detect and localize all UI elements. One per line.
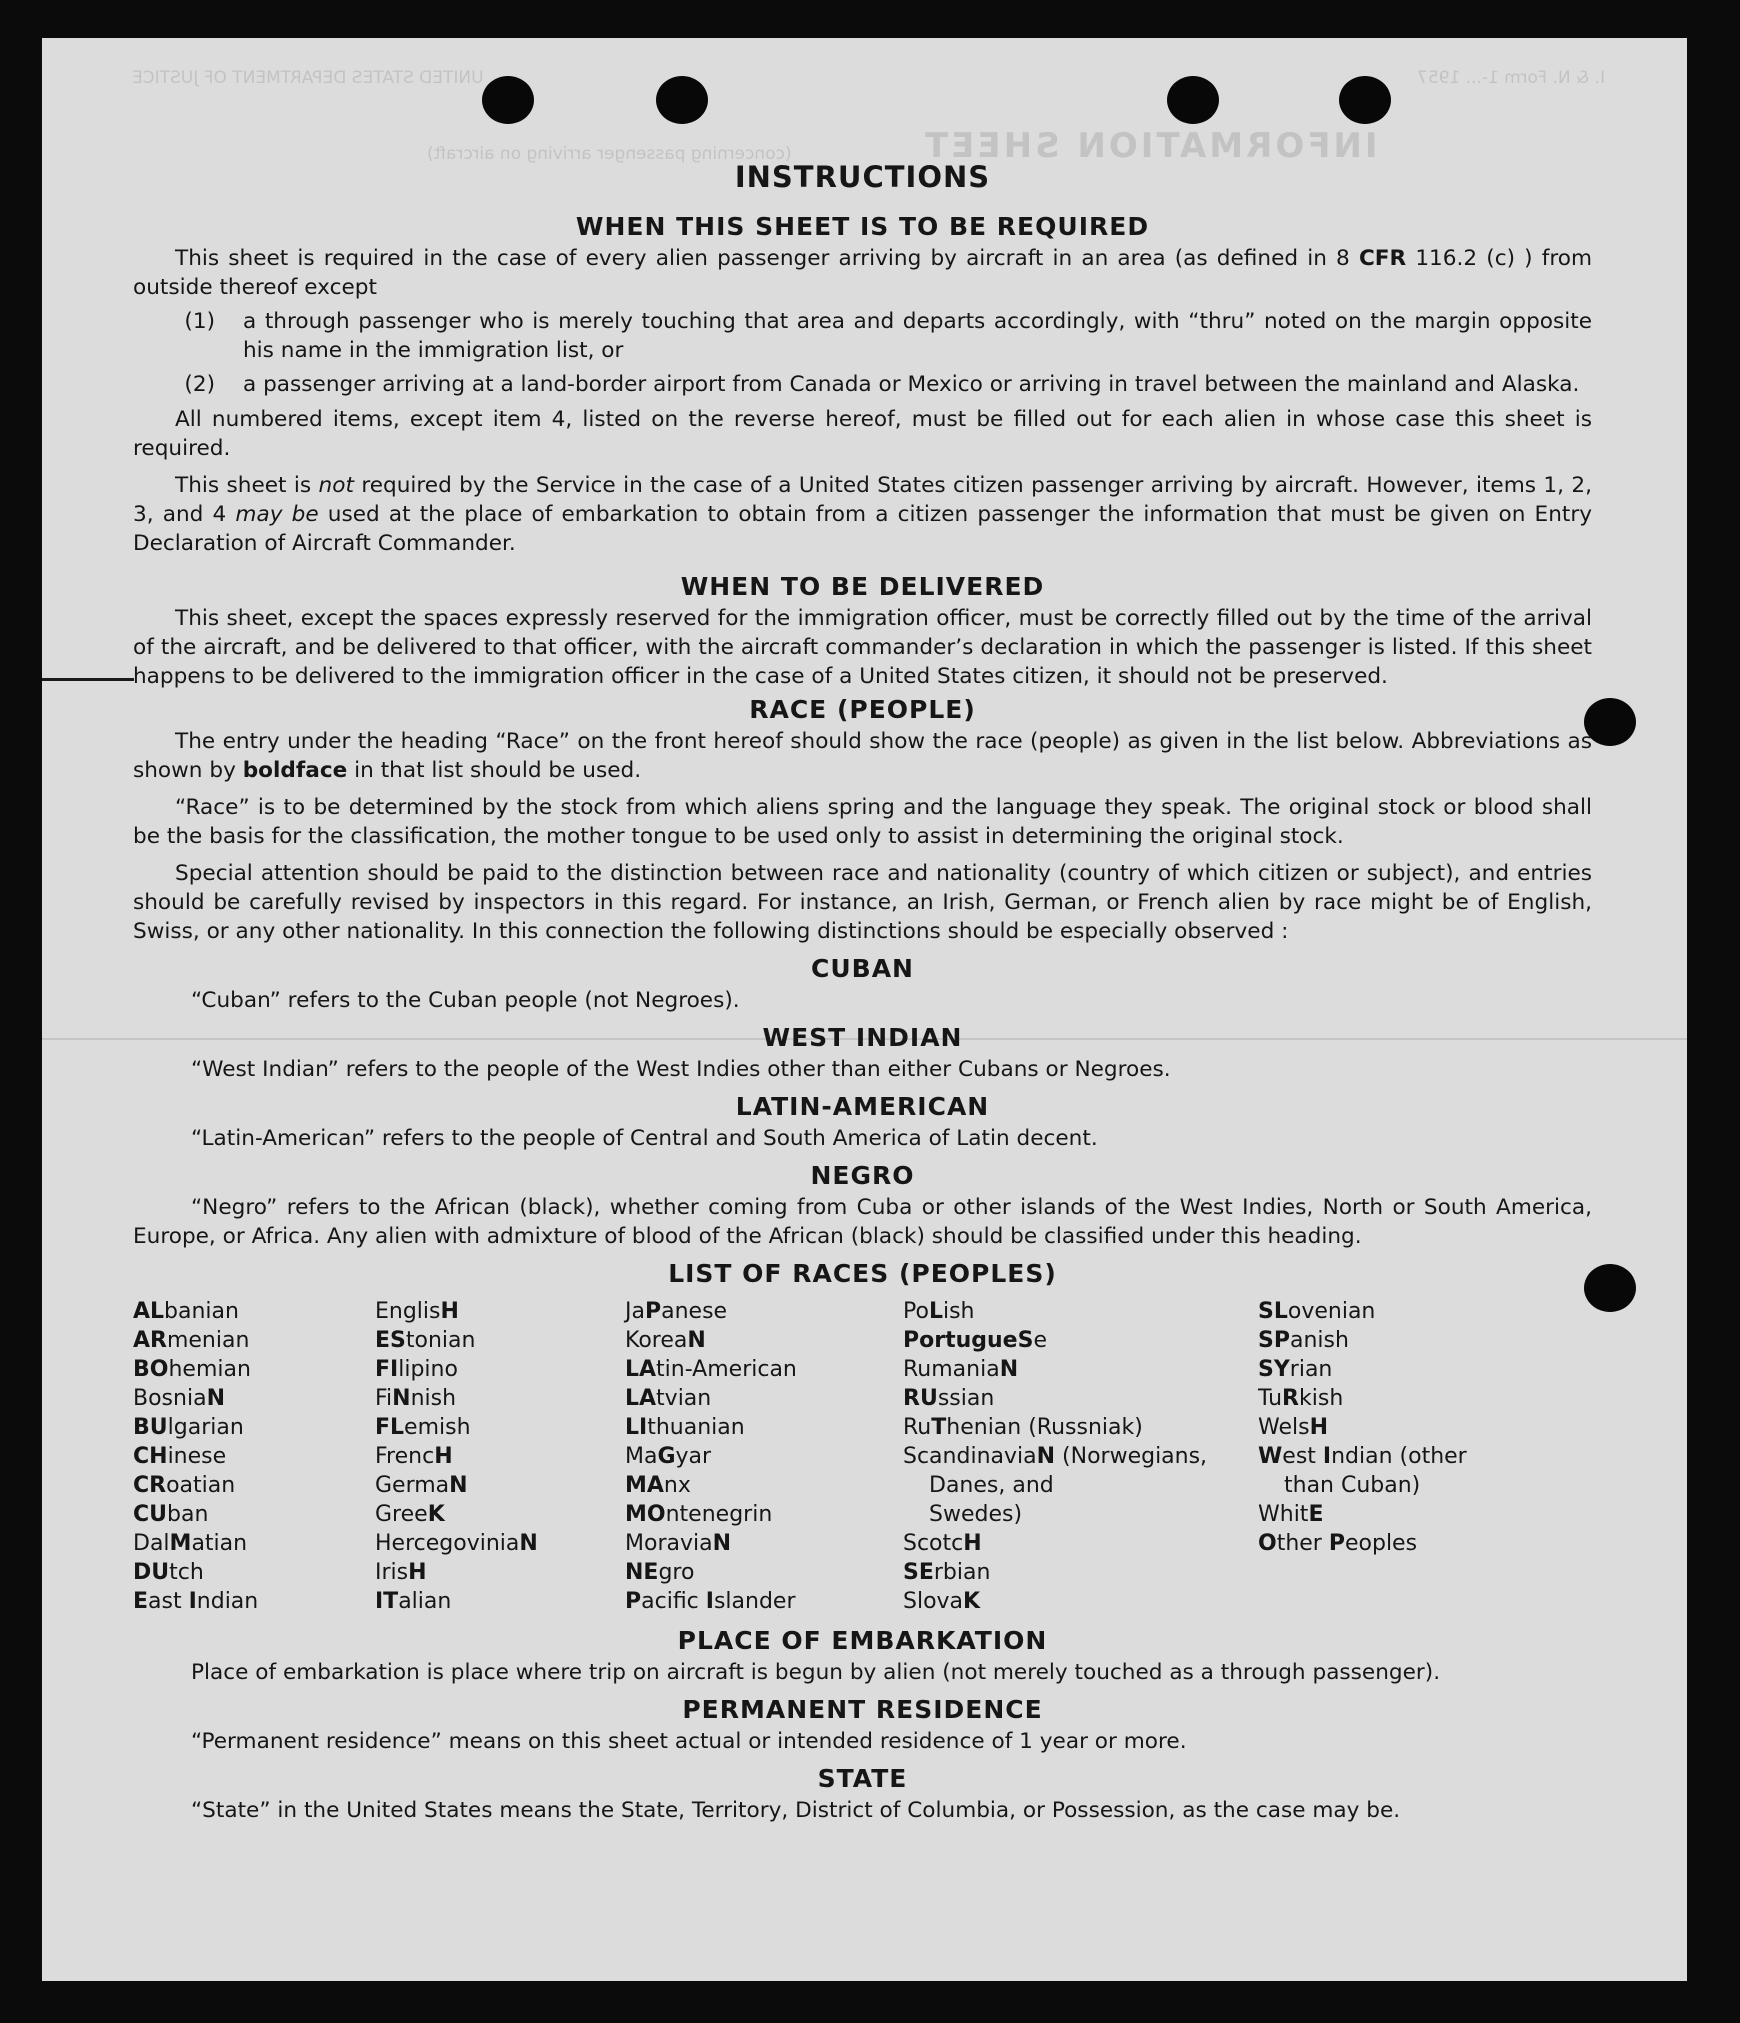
race-entry: East Indian <box>133 1589 259 1614</box>
race-entry: BOhemian <box>133 1357 251 1382</box>
race-entry-continuation: Swedes) <box>929 1502 1023 1527</box>
section-race <box>133 693 1592 946</box>
race-entry: CHinese <box>133 1444 227 1469</box>
race-entry: RUssian <box>903 1386 995 1411</box>
section-place-of-embarkation <box>133 1624 1592 1687</box>
section-heading: PERMANENT RESIDENCE <box>682 1695 1043 1724</box>
race-entry: ScandinaviaN (Norwegians, <box>903 1444 1208 1469</box>
race-entry: Other Peoples <box>1258 1531 1418 1556</box>
ghost-header-left: UNITED STATES DEPARTMENT OF JUSTICE <box>132 68 484 88</box>
race-entry: SPanish <box>1258 1328 1349 1353</box>
race-entry: MAnx <box>625 1473 691 1498</box>
list-item: (2) a passenger arriving at a land-border airport from Canada or Mexico or arriving in travel between the mainland and Alaska. <box>184 372 1580 397</box>
section-when-required <box>133 210 1592 558</box>
race-entry: EnglisH <box>375 1299 459 1324</box>
section-heading: LATIN-AMERICAN <box>735 1092 990 1121</box>
section-state <box>133 1762 1592 1825</box>
race-entry: MOntenegrin <box>625 1502 773 1527</box>
race-entry: ALbanian <box>133 1299 239 1324</box>
paragraph: This sheet, except the spaces expressly reserved for the immigration officer, must be correctly filled out by the time of the arrival of the aircraft, and be delivered to that officer, with the aircraft commander’s declaration in which the passenger is listed. If this sheet happens to be delivered to the immigration officer in the case of a United States citizen, it should not be preserved. <box>133 606 1592 689</box>
section-heading: WHEN THIS SHEET IS TO BE REQUIRED <box>575 212 1150 241</box>
race-entry: FIlipino <box>375 1357 458 1382</box>
paragraph: Special attention should be paid to the distinction between race and nationality (country of which citizen or subject), and entries should be carefully revised by inspectors in this regard. For instance, an Irish, German, or French alien by race might be of English, Swiss, or any other nationality. In this connection the following distinctions should be especially observed : <box>133 861 1592 944</box>
race-entry: LIthuanian <box>625 1415 745 1440</box>
race-entry: BosniaN <box>133 1386 225 1411</box>
section-heading: CUBAN <box>811 954 914 983</box>
race-entry: NEgro <box>625 1560 695 1585</box>
punch-hole <box>1167 76 1219 124</box>
race-entry: DUtch <box>133 1560 204 1585</box>
race-entry: WhitE <box>1258 1502 1324 1527</box>
race-entry: SlovaK <box>903 1589 981 1614</box>
ghost-header-right: I. & N. Form 1-... 1957 <box>1417 68 1606 88</box>
paragraph: “State” in the United States means the State, Territory, District of Columbia, or Possession, as the case may be. <box>191 1798 1401 1823</box>
race-entry: Pacific Islander <box>625 1589 796 1614</box>
punch-hole <box>656 76 708 124</box>
race-entry: West Indian (other <box>1258 1444 1467 1469</box>
race-column <box>1258 1297 1558 1616</box>
exception-list <box>133 307 1592 399</box>
section-list-of-races <box>133 1257 1592 1616</box>
race-entry: CUban <box>133 1502 209 1527</box>
ghost-watermark-subtitle: (concerning passenger arriving on aircraft) <box>427 144 792 164</box>
paragraph: “Latin-American” refers to the people of Central and South America of Latin decent. <box>191 1126 1098 1151</box>
punch-hole <box>1339 76 1391 124</box>
race-entry: PoLish <box>903 1299 975 1324</box>
race-entry: MoraviaN <box>625 1531 732 1556</box>
race-entry: ARmenian <box>133 1328 250 1353</box>
race-entry: RumaniaN <box>903 1357 1019 1382</box>
list-item: (1) a through passenger who is merely touching that area and departs accordingly, with “thru” noted on the margin opposite his name in the immigration list, or <box>184 309 1592 363</box>
race-entry: FrencH <box>375 1444 453 1469</box>
race-column <box>625 1297 903 1616</box>
race-column <box>903 1297 1258 1616</box>
race-entry: GermaN <box>375 1473 468 1498</box>
race-entry: BUlgarian <box>133 1415 244 1440</box>
paragraph: This sheet is required in the case of every alien passenger arriving by aircraft in an area (as defined in 8 CFR 116.2 (c) ) from outside thereof except <box>133 246 1592 300</box>
ghost-watermark-title: INFORMATION SHEET <box>922 126 1378 166</box>
race-entry: RuThenian (Russniak) <box>903 1415 1143 1440</box>
race-entry: ITalian <box>375 1589 452 1614</box>
race-entry: SErbian <box>903 1560 991 1585</box>
paragraph: “Negro” refers to the African (black), whether coming from Cuba or other islands of the West Indies, North or South America, Europe, or Africa. Any alien with admixture of blood of the African (black) should be classified under this heading. <box>133 1195 1592 1249</box>
section-heading: LIST OF RACES (PEOPLES) <box>668 1259 1057 1288</box>
race-entry: FiNnish <box>375 1386 457 1411</box>
paragraph: “West Indian” refers to the people of the West Indies other than either Cubans or Negroes. <box>191 1057 1171 1082</box>
race-column <box>133 1297 375 1616</box>
race-entry: LAtvian <box>625 1386 712 1411</box>
race-entry: TuRkish <box>1258 1386 1344 1411</box>
race-entry: SYrian <box>1258 1357 1333 1382</box>
punch-hole <box>482 76 534 124</box>
section-latin-american <box>133 1090 1592 1153</box>
paragraph: “Cuban” refers to the Cuban people (not Negroes). <box>191 988 740 1013</box>
race-entry: DalMatian <box>133 1531 248 1556</box>
paragraph: All numbered items, except item 4, listed on the reverse hereof, must be filled out for each alien in whose case this sheet is required. <box>133 407 1592 461</box>
section-west-indian <box>133 1021 1592 1084</box>
race-entry: CRoatian <box>133 1473 236 1498</box>
race-entry: FLemish <box>375 1415 471 1440</box>
race-entry: JaPanese <box>625 1299 728 1324</box>
race-entry: WelsH <box>1258 1415 1328 1440</box>
section-heading: NEGRO <box>810 1161 915 1190</box>
section-heading: PLACE OF EMBARKATION <box>677 1626 1048 1655</box>
margin-mark <box>42 678 134 681</box>
race-entry: HercegoviniaN <box>375 1531 538 1556</box>
race-list <box>133 1297 1592 1616</box>
race-entry: PortugueSe <box>903 1328 1047 1353</box>
section-permanent-residence <box>133 1693 1592 1756</box>
section-cuban <box>133 952 1592 1015</box>
paragraph: “Race” is to be determined by the stock from which aliens spring and the language they speak. The original stock or blood shall be the basis for the classification, the mother tongue to be used only to assist in determining the original stock. <box>133 795 1592 849</box>
paragraph: This sheet is not required by the Service in the case of a United States citizen passenger arriving by aircraft. However, items 1, 2, 3, and 4 may be used at the place of embarkation to obtain from a citizen passenger the information that must be given on Entry Declaration of Aircraft Commander. <box>133 473 1593 556</box>
page-title: INSTRUCTIONS <box>734 160 991 194</box>
race-entry: KoreaN <box>625 1328 706 1353</box>
paragraph: “Permanent residence” means on this sheet actual or intended residence of 1 year or more. <box>191 1729 1187 1754</box>
section-heading: STATE <box>817 1764 908 1793</box>
race-entry: ScotcH <box>903 1531 982 1556</box>
race-entry: MaGyar <box>625 1444 712 1469</box>
section-negro <box>133 1159 1592 1251</box>
instructions-content <box>133 158 1592 1825</box>
race-entry: EStonian <box>375 1328 476 1353</box>
race-entry: GreeK <box>375 1502 445 1527</box>
section-when-delivered <box>133 570 1592 691</box>
race-column <box>375 1297 625 1616</box>
paragraph: The entry under the heading “Race” on the front hereof should show the race (people) as given in the list below. Abbreviations as shown by boldface in that list should be used. <box>133 729 1592 783</box>
paragraph: Place of embarkation is place where trip on aircraft is begun by alien (not merely touched as a through passenger). <box>191 1660 1441 1685</box>
race-entry-continuation: Danes, and <box>929 1473 1054 1498</box>
race-entry: LAtin-American <box>625 1357 797 1382</box>
section-heading: WEST INDIAN <box>762 1023 963 1052</box>
race-entry-continuation: than Cuban) <box>1284 1473 1421 1498</box>
race-entry: SLovenian <box>1258 1299 1376 1324</box>
section-heading: WHEN TO BE DELIVERED <box>680 572 1045 601</box>
race-entry: IrisH <box>375 1560 427 1585</box>
section-heading: RACE (PEOPLE) <box>749 695 976 724</box>
